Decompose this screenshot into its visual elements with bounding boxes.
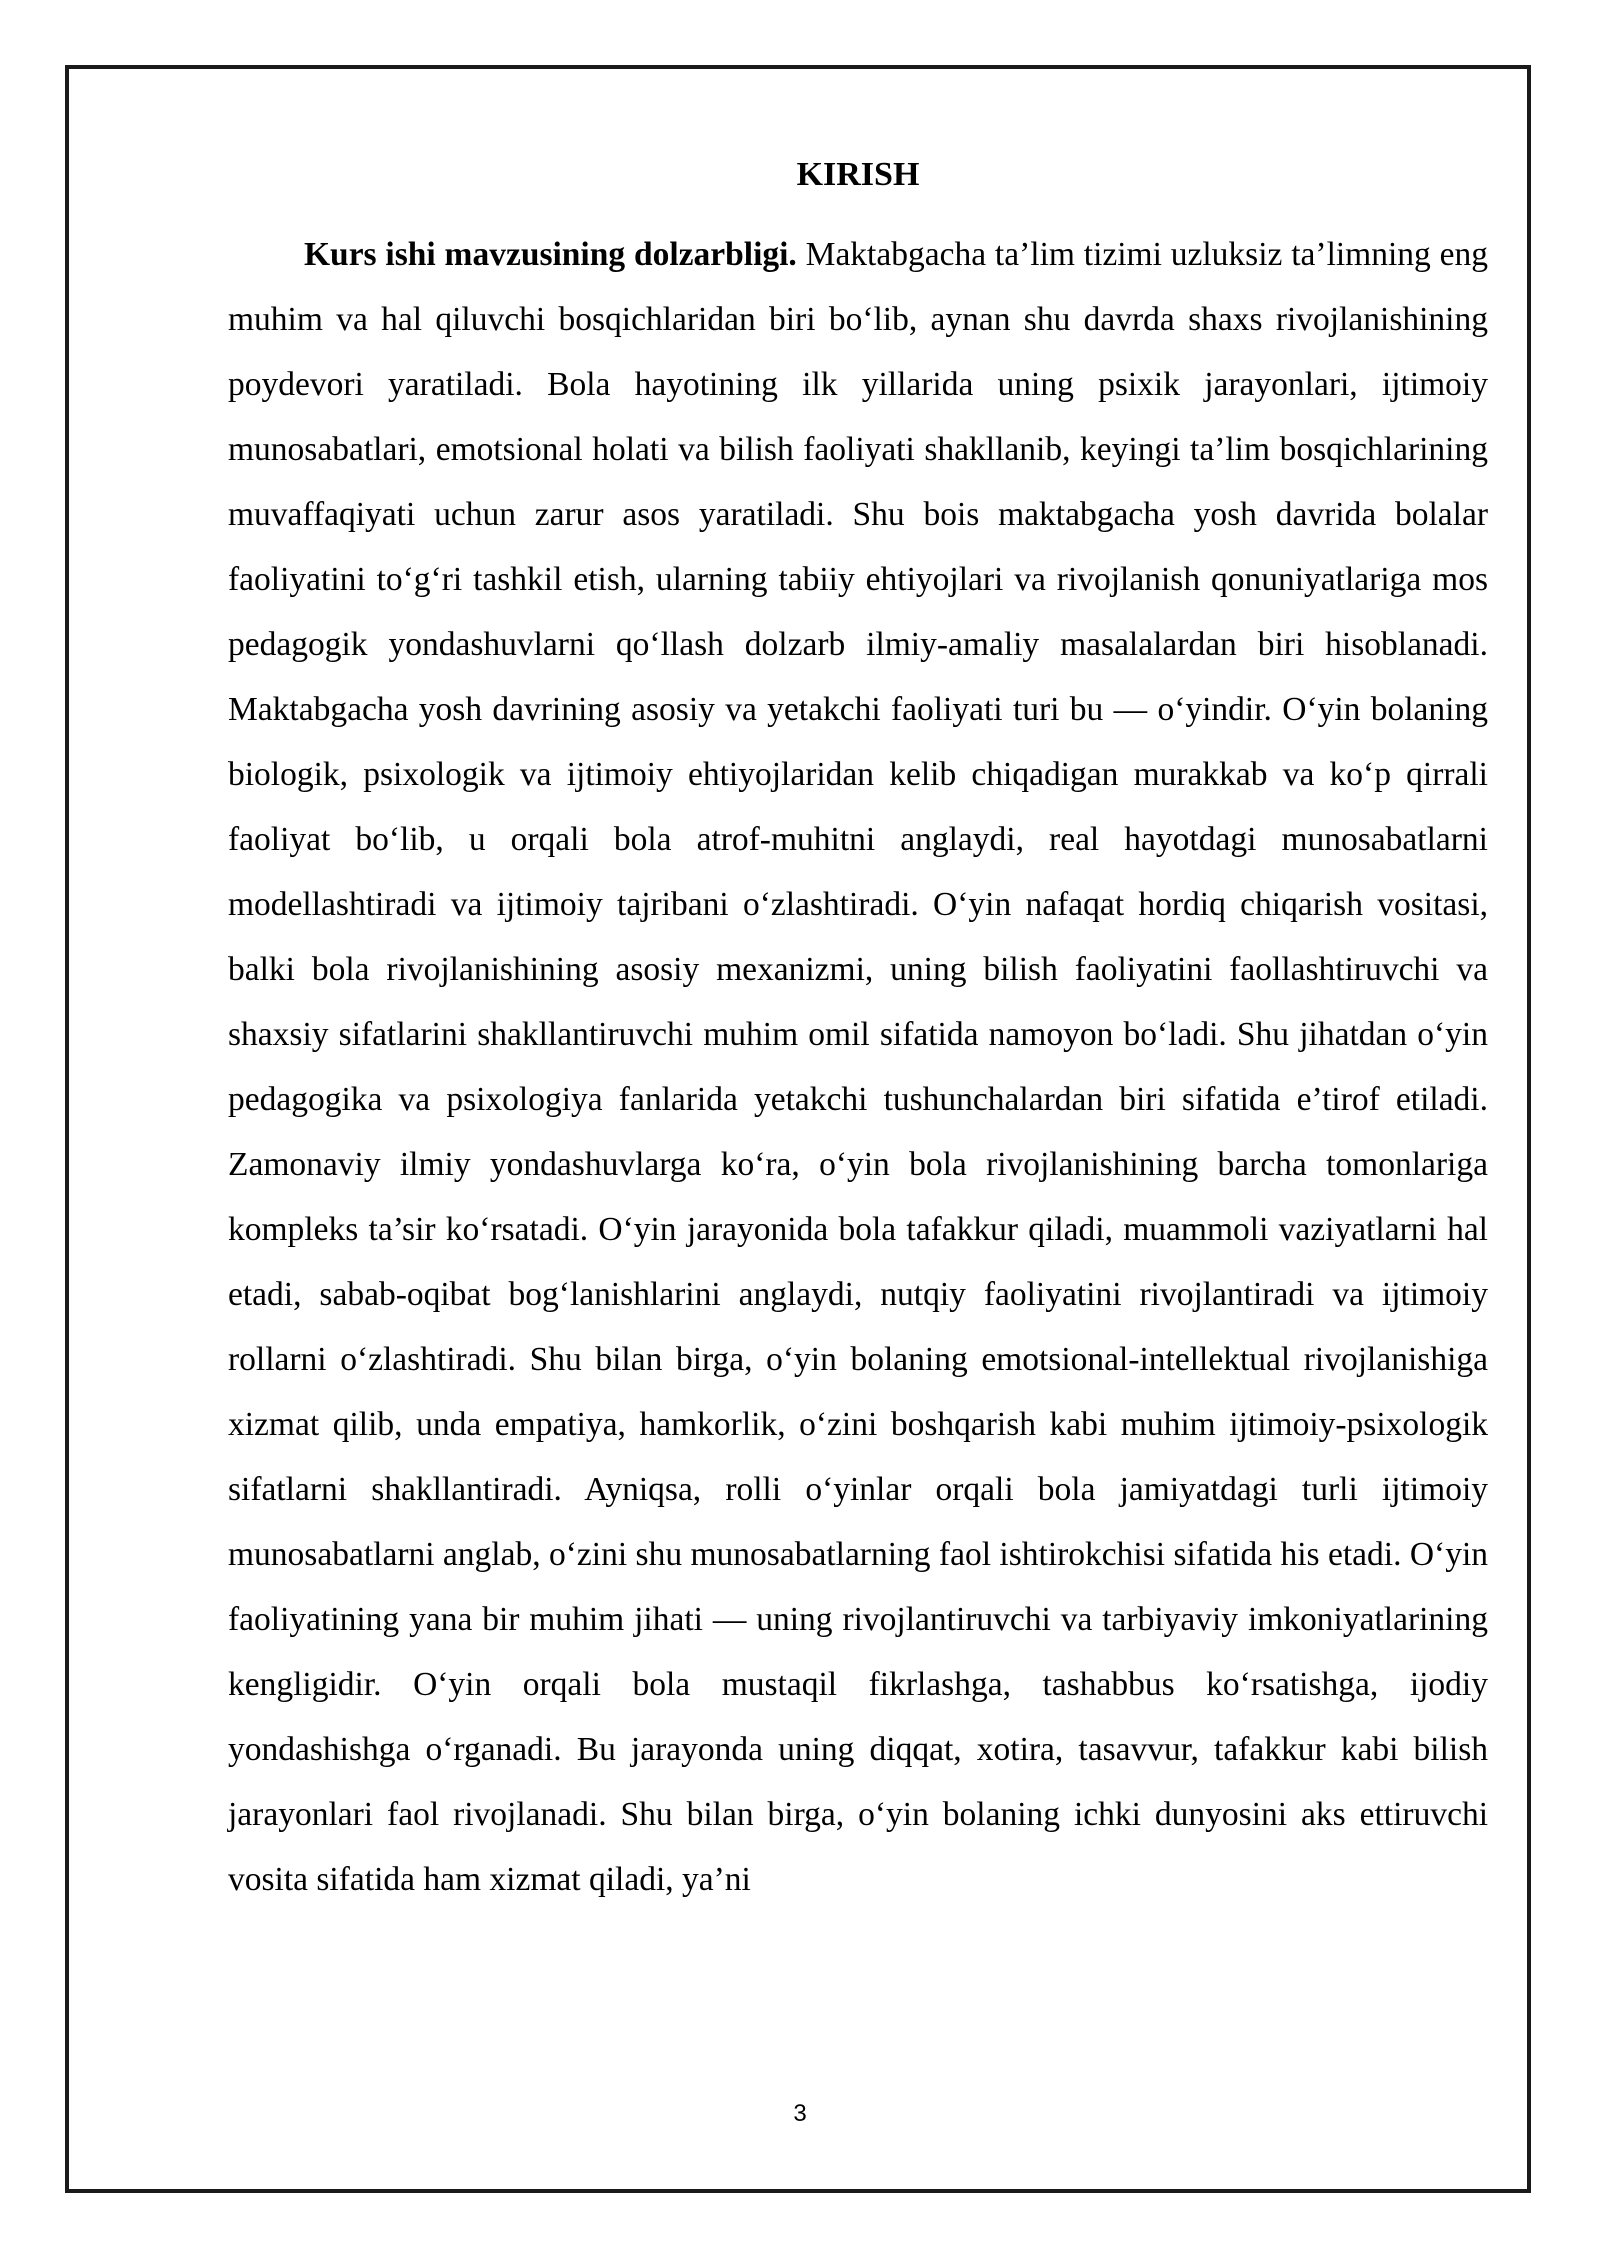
page-number: 3 — [793, 2100, 807, 2127]
section-heading: KIRISH — [796, 156, 920, 193]
paragraph-body: Maktabgacha ta’lim tizimi uzluksiz ta’limning eng muhim va hal qiluvchi bosqichlaridan biri bo‘lib, aynan shu davrda shaxs rivojlanishining poydevori yaratiladi. Bola hayotining ilk yillarida uning psixik jarayonlari, ijtimoiy munosabatlari, emotsional holati va bilish faoliyati shakllanib, keyingi ta’lim bosqichlarining muvaffaqiyati uchun zarur asos yaratiladi. Shu bois maktabgacha yosh davrida bolalar faoliyatini to‘g‘ri tashkil etish, ularning tabiiy ehtiyojlari va rivojlanish qonuniyatlariga mos pedagogik yondashuvlarni qo‘llash dolzarb ilmiy-amaliy masalalardan biri hisoblanadi. Maktabgacha yosh davrining asosiy va yetakchi faoliyati turi bu — o‘yindir. O‘yin bolaning biologik, psixologik va ijtimoiy ehtiyojlaridan kelib chiqadigan murakkab va ko‘p qirrali faoliyat bo‘lib, u orqali bola atrof-muhitni anglaydi, real hayotdagi munosabatlarni modellashtiradi va ijtimoiy tajribani o‘zlashtiradi. O‘yin nafaqat hordiq chiqarish vositasi, balki bola rivojlanishining asosiy mexanizmi, uning bilish faoliyatini faollashtiruvchi va shaxsiy sifatlarini shakllantiruvchi muhim omil sifatida namoyon bo‘ladi. Shu jihatdan o‘yin pedagogika va psixologiya fanlarida yetakchi tushunchalardan biri sifatida e’tirof etiladi. Zamonaviy ilmiy yondashuvlarga ko‘ra, o‘yin bola rivojlanishining barcha tomonlariga kompleks ta’sir ko‘rsatadi. O‘yin jarayonida bola tafakkur qiladi, muammoli vaziyatlarni hal etadi, sabab-oqibat bog‘lanishlarini anglaydi, nutqiy faoliyatini rivojlantiradi va ijtimoiy rollarni o‘zlashtiradi. Shu bilan birga, o‘yin bolaning emotsional-intellektual rivojlanishiga xizmat qilib, unda empatiya, hamkorlik, o‘zini boshqarish kabi muhim ijtimoiy-psixologik sifatlarni shakllantiradi. Ayniqsa, rolli o‘yinlar orqali bola jamiyatdagi turli ijtimoiy munosabatlarni anglab, o‘zini shu munosabatlarning faol ishtirokchisi sifatida his etadi. O‘yin faoliyatining yana bir muhim jihati — uning rivojlantiruvchi va tarbiyaviy imkoniyatlarining kengligidir. O‘yin orqali bola mustaqil fikrlashga, tashabbus ko‘rsatishga, ijodiy yondashishga o‘rganadi. Bu jarayonda uning diqqat, xotira, tasavvur, tafakkur kabi bilish jarayonlari faol rivojlanadi. Shu bilan birga, o‘yin bolaning ichki dunyosini aks ettiruvchi vosita sifatida ham xizmat qiladi, ya’ni — [228, 236, 1489, 1898]
page-content — [228, 150, 1488, 1912]
introduction-paragraph — [228, 222, 1488, 1912]
paragraph-lead: Kurs ishi mavzusining dolzarbligi. — [304, 236, 797, 273]
